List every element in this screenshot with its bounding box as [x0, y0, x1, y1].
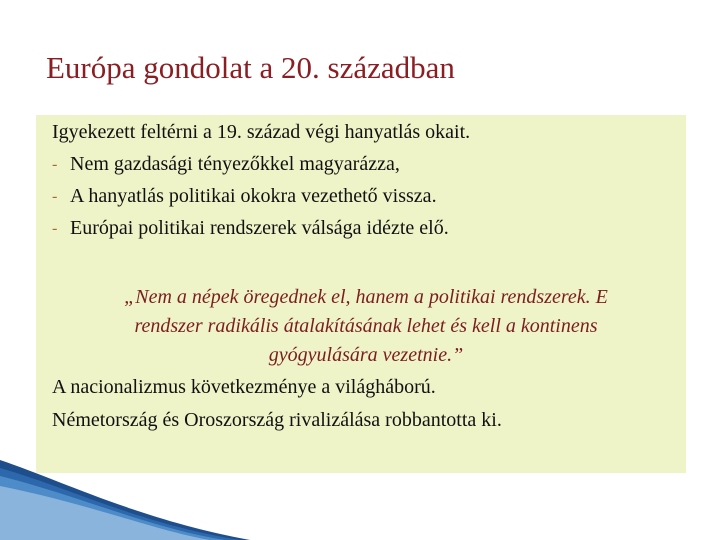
bullet-item: Európai politikai rendszerek válsága idézte elő.: [70, 217, 449, 239]
bullet-marker: -: [52, 156, 58, 173]
decorative-swoosh: [0, 440, 260, 540]
bullet-marker: -: [52, 188, 58, 205]
slide-title: Európa gondolat a 20. században: [46, 50, 455, 85]
content-box: [36, 115, 686, 473]
intro-text: Igyekezett feltérni a 19. század végi hanyatlás okait.: [52, 121, 471, 143]
bullet-marker: -: [52, 220, 58, 237]
quote-line: gyógyulására vezetnie.”: [268, 344, 464, 366]
conclusion-text: A nacionalizmus következménye a világháború.: [52, 376, 436, 398]
bullet-item: Nem gazdasági tényezőkkel magyarázza,: [70, 153, 400, 175]
conclusion-text: Németország és Oroszország rivalizálása robbantotta ki.: [52, 409, 502, 431]
quote-line: rendszer radikális átalakításának lehet és kell a kontinens: [134, 315, 598, 337]
bullet-item: A hanyatlás politikai okokra vezethető vissza.: [70, 185, 437, 207]
quote-line: „Nem a népek öregednek el, hanem a politikai rendszerek. E: [124, 286, 608, 308]
